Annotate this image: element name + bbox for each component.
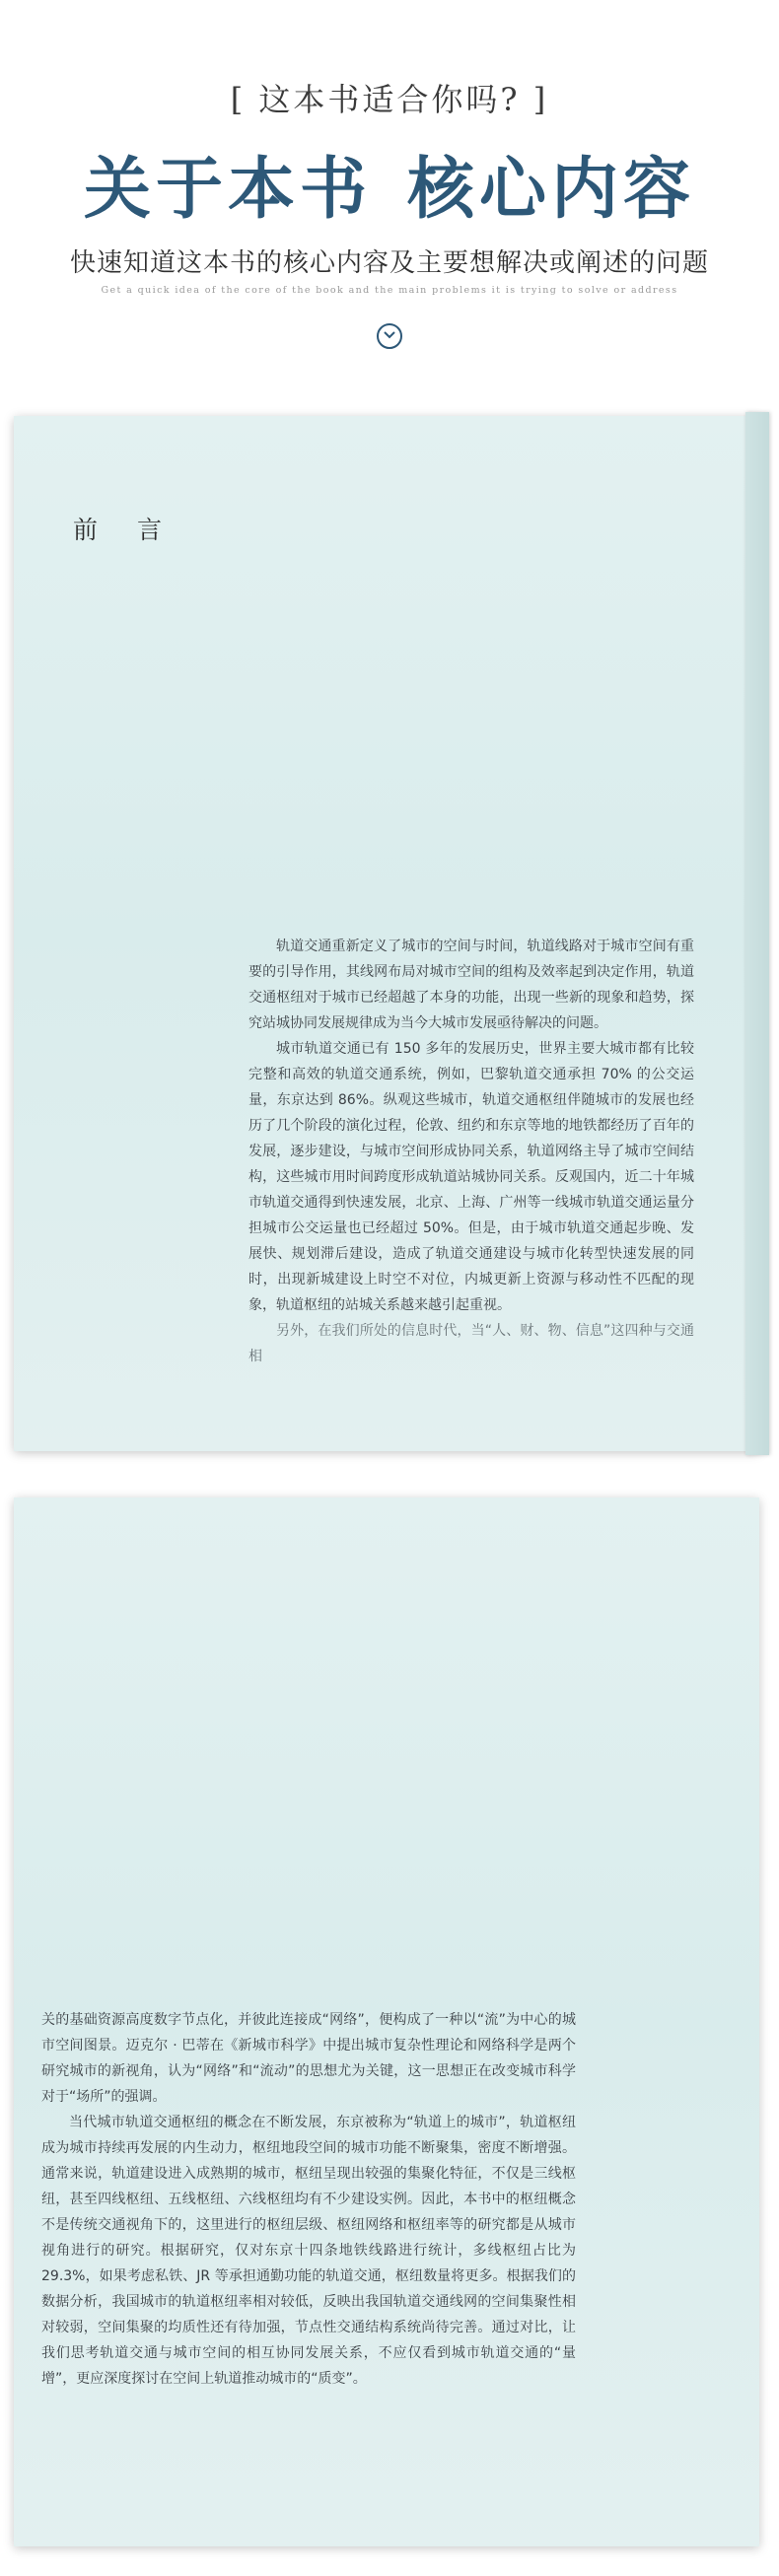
- section-header: [0, 0, 779, 414]
- paragraph: 关的基础资源高度数字节点化，并彼此连接成“网络”，便构成了一种以“流”为中心的城市空间图景。迈克尔 · 巴蒂在《新城市科学》中提出城市复杂性理论和网络科学是两个研究城市的新视角，认为“网络”和“流动”的思想尤为关键，这一思想正在改变城市科学对于“场所”的强调。: [41, 2012, 576, 2105]
- book-page-2: [14, 1497, 759, 2546]
- paragraph: 当代城市轨道交通枢纽的概念在不断发展，东京被称为“轨道上的城市”，轨道枢纽成为城市持续再发展的内生动力，枢纽地段空间的城市功能不断聚集，密度不断增强。通常来说，轨道建设进入成熟期的城市，枢纽呈现出较强的集聚化特征，不仅是三线枢纽，甚至四线枢纽、五线枢纽、六线枢纽均有不少建设实例。因此，本书中的枢纽概念不是传统交通视角下的，这里进行的枢纽层级、枢纽网络和枢纽率等的研究都是从城市视角进行的研究。根据研究，仅对东京十四条地铁线路进行统计，多线枢纽占比为 29.3%，如果考虑私铁、JR 等承担通勤功能的轨道交通，枢纽数量将更多。根据我们的数据分析，我国城市的轨道枢纽率相对较低，反映出我国轨道交通线网的空间集聚性相对较弱，空间集聚的均质性还有待加强，节点性交通结构系统尚待完善。通过对比，让我们思考轨道交通与城市空间的相互协同发展关系，不应仅看到城市轨道交通的“量增”，更应深度探讨在空间上轨道推动城市的“质变”。: [41, 2115, 576, 2387]
- section-subtitle: 快速知道这本书的核心内容及主要想解决或阐述的问题: [69, 248, 709, 278]
- preface-body-continued: [41, 2007, 576, 2392]
- book-page-1: [14, 416, 759, 1451]
- section-kicker: [ 这本书适合你吗? ]: [230, 81, 549, 118]
- chevron-down-circle-icon[interactable]: [377, 323, 402, 349]
- page-stack-edge: [745, 412, 769, 1455]
- section-subtitle-english: Get a quick idea of the core of the book and the main problems it is trying to solve or address: [101, 285, 678, 296]
- paragraph: 轨道交通重新定义了城市的空间与时间，轨道线路对于城市空间有重要的引导作用，其线网布局对城市空间的组构及效率起到决定作用，轨道交通枢纽对于城市已经超越了本身的功能，出现一些新的现象和趋势，探究站城协同发展规律成为当今大城市发展亟待解决的问题。: [248, 939, 694, 1031]
- preface-heading: 前 言: [73, 516, 177, 544]
- section-title: [0, 136, 779, 232]
- paragraph: 城市轨道交通已有 150 多年的发展历史，世界主要大城市都有比较完整和高效的轨道交通系统，例如，巴黎轨道交通承担 70% 的公交运量，东京达到 86%。纵观这些城市，轨道交通枢纽伴随城市的发展也经历了几个阶段的演化过程，伦敦、纽约和东京等地的地铁都经历了百年的发展，逐步建设，与城市空间形成协同关系，轨道网络主导了城市空间结构，这些城市用时间跨度形成轨道站城协同关系。反观国内，近二十年城市轨道交通得到快速发展，北京、上海、广州等一线城市轨道交通运量分担城市公交运量也已经超过 50%。但是，由于城市轨道交通起步晚、发展快、规划滞后建设，造成了轨道交通建设与城市化转型快速发展的同时，出现新城建设上时空不对位，内城更新上资源与移动性不匹配的现象，轨道枢纽的站城关系越来越引起重视。: [248, 1041, 694, 1313]
- preface-body: [248, 934, 694, 1369]
- paragraph: 另外，在我们所处的信息时代，当“人、财、物、信息”这四种与交通相: [248, 1323, 694, 1364]
- title-part-1: 关于本书: [83, 150, 372, 229]
- title-part-2: 核心内容: [407, 150, 696, 229]
